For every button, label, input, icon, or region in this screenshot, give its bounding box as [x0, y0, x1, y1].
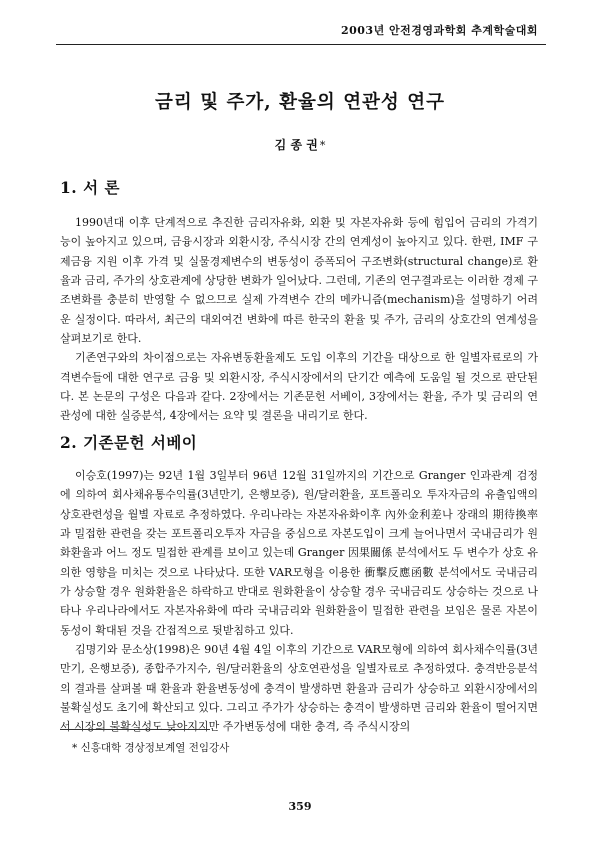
page-number: 359	[288, 800, 312, 813]
paragraph: 1990년대 이후 단계적으로 추진한 금리자유화, 외환 및 자본자유화 등에 힘입어 금리의 가격기능이 높아지고 있으며, 금융시장과 외환시장, 주식시장 간의 연계성이 높아지고 있다. 한편, IMF 구제금융 지원 이후 가격 및 실물경제변수의 변동성이 증폭되어 구조변화(structural change)로 환율과 금리, 주가의 상호관계에 상당한 변화가 일어났다. 그런데, 기존의 연구결과로는 이러한 경제 구조변화를 충분히 반영할 수 없으므로 실제 가격변수 간의 메카니즘(mechanism)을 설명하기 어려운 실정이다. 따라서, 최근의 대외여건 변화에 따른 한국의 환율 및 주가, 금리의 상호간의 연계성을 살펴보기로 한다.	[60, 216, 538, 346]
author-name: 김 종 권	[274, 138, 318, 152]
author-line	[0, 136, 600, 153]
footnote-rule	[60, 729, 210, 730]
paragraph: 이승호(1997)는 92년 1월 3일부터 96년 12월 31일까지의 기간으로 Granger 인과관계 검정에 의하여 회사채유통수익률(3년만기, 은행보증), 원/달러환율, 포트폴리오 투자자금의 유출입액의 상호관련성을 월별 자료로 추정하였다. 우리나라는 자본자유화이후 內外金利差나 장래의 期待換率과 밀접한 관련을 갖는 포트폴리오투자 자금을 중심으로 자본도입이 크게 늘어나면서 국내금리가 원화환율과 어느 정도 밀접한 관계를 보이고 있는데 Granger 因果關係 분석에서도 두 변수가 상호 유의한 영향을 미치는 것으로 나타났다. 또한 VAR모형을 이용한 衝擊反應函數 분석에서도 국내금리가 상승할 경우 원화환율은 하락하고 반대로 원화환율이 상승할 경우 국내금리도 상승하는 것으로 나타나 우리나라에서도 자본자유화에 따라 국내금리와 원화환율이 밀접한 관련을 보임은 물론 자본이동성이 확대된 것을 간접적으로 뒷받침하고 있다.	[60, 469, 538, 637]
paper-title: 금리 및 주가, 환율의 연관성 연구	[155, 92, 445, 113]
running-head: 2003년 안전경영과학회 추계학술대회	[340, 24, 538, 37]
paragraph: 기존연구와의 차이점으로는 자유변동환율제도 도입 이후의 기간을 대상으로 한 일별자료로의 가격변수들에 대한 연구로 금융 및 외환시장, 주식시장에서의 단기간 예측에 도움일 될 것으로 판단된다. 본 논문의 구성은 다음과 같다. 2장에서는 기존문헌 서베이, 3장에서는 환율, 주가 및 금리의 연관성에 대한 실증분석, 4장에서는 요약 및 결론을 내리기로 한다.	[60, 351, 538, 423]
section-body-introduction	[60, 213, 538, 426]
header-rule	[56, 44, 546, 45]
section-heading-literature-survey: 2. 기존문헌 서베이	[60, 433, 198, 452]
section-heading-introduction: 1. 서 론	[60, 178, 120, 197]
author-footnote-mark: *	[319, 139, 326, 152]
author-affiliation-footnote: * 신흥대학 경상정보계열 전임강사	[72, 742, 230, 754]
paragraph: 김명기와 문소상(1998)은 90년 4월 4일 이후의 기간으로 VAR모형에 의하여 회사채수익률(3년만기, 은행보증), 종합주가지수, 원/달러환율의 상호연관성을 일별자료로 추정하였다. 충격반응분석의 결과를 살펴볼 때 환율과 환율변동성에 충격이 발생하면 환율과 금리가 상승하고 외환시장에서의 불확실성도 초기에 확산되고 있다. 그리고 주가가 상승하는 충격이 발생하면 금리와 환율이 떨어지면서 시장의 불확실성도 낮아지지만 주가변동성에 대한 충격, 즉 주식시장의	[60, 643, 538, 734]
section-body-literature-survey	[60, 466, 538, 737]
